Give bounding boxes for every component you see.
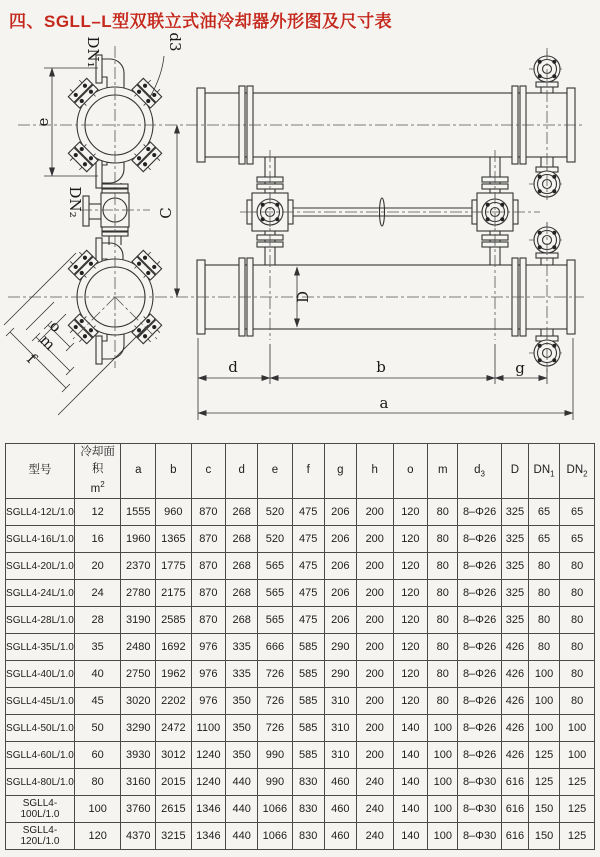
table-cell: 870 <box>191 553 226 580</box>
table-cell: 460 <box>324 796 356 823</box>
table-cell: 960 <box>156 499 191 526</box>
table-cell: 335 <box>226 634 258 661</box>
table-cell: 206 <box>324 580 356 607</box>
table-cell: 24 <box>74 580 121 607</box>
table-cell: 585 <box>292 715 324 742</box>
table-cell: 325 <box>501 607 528 634</box>
table-row <box>6 607 595 634</box>
table-cell: 426 <box>501 634 528 661</box>
table-cell: 16 <box>74 526 121 553</box>
table-cell: 2472 <box>156 715 191 742</box>
table-cell: 325 <box>501 526 528 553</box>
table-cell: 268 <box>226 526 258 553</box>
table-cell: 310 <box>324 715 356 742</box>
table-cell: 1066 <box>258 823 293 850</box>
table-cell: 1555 <box>121 499 156 526</box>
table-cell: 4370 <box>121 823 156 850</box>
table-cell: 830 <box>292 769 324 796</box>
table-cell: 8–Φ26 <box>458 607 502 634</box>
table-cell: 870 <box>191 607 226 634</box>
table-cell: 3012 <box>156 742 191 769</box>
table-cell: 475 <box>292 553 324 580</box>
table-cell: 475 <box>292 607 324 634</box>
table-cell: SGLL4-45L/1.0 <box>6 688 75 715</box>
table-cell: 80 <box>528 580 559 607</box>
label-f: f <box>23 350 40 367</box>
table-cell: 28 <box>74 607 121 634</box>
table-cell: 125 <box>528 769 559 796</box>
table-cell: 120 <box>393 580 428 607</box>
column-header: f <box>292 444 324 499</box>
table-cell: 100 <box>428 742 458 769</box>
table-cell: 206 <box>324 553 356 580</box>
table-cell: 565 <box>258 553 293 580</box>
table-cell: 100 <box>74 796 121 823</box>
table-cell: 1066 <box>258 796 293 823</box>
table-row <box>6 769 595 796</box>
table-cell: SGLL4-28L/1.0 <box>6 607 75 634</box>
column-header: e <box>258 444 293 499</box>
column-header: b <box>156 444 191 499</box>
table-cell: 206 <box>324 499 356 526</box>
interconnecting-piping <box>265 157 500 265</box>
column-header: D <box>501 444 528 499</box>
table-cell: 3020 <box>121 688 156 715</box>
table-cell: 80 <box>560 553 595 580</box>
table-cell: 100 <box>560 715 595 742</box>
table-cell: 100 <box>528 715 559 742</box>
table-cell: 3930 <box>121 742 156 769</box>
table-cell: 475 <box>292 526 324 553</box>
table-row <box>6 553 595 580</box>
table-cell: 8–Φ26 <box>458 499 502 526</box>
table-cell: 268 <box>226 499 258 526</box>
table-cell: 3190 <box>121 607 156 634</box>
table-cell: 80 <box>428 607 458 634</box>
table-cell: 200 <box>356 634 393 661</box>
table-cell: 440 <box>226 796 258 823</box>
table-cell: 80 <box>560 580 595 607</box>
table-cell: 565 <box>258 607 293 634</box>
table-cell: 990 <box>258 742 293 769</box>
table-cell: 335 <box>226 661 258 688</box>
table-cell: SGLL4-16L/1.0 <box>6 526 75 553</box>
table-cell: 520 <box>258 499 293 526</box>
table-cell: 80 <box>528 553 559 580</box>
table-cell: 65 <box>528 526 559 553</box>
table-cell: 60 <box>74 742 121 769</box>
table-cell: 870 <box>191 499 226 526</box>
header-row <box>6 444 595 499</box>
label-dn1: DN₁ <box>84 36 102 68</box>
table-row <box>6 796 595 823</box>
dimension-table <box>5 443 595 850</box>
table-cell: 140 <box>393 715 428 742</box>
table-cell: 830 <box>292 823 324 850</box>
table-cell: 200 <box>356 607 393 634</box>
column-header: d <box>226 444 258 499</box>
table-cell: 666 <box>258 634 293 661</box>
table-cell: 990 <box>258 769 293 796</box>
label-g: g <box>515 359 525 377</box>
label-dn2: DN₂ <box>66 186 84 218</box>
table-cell: 426 <box>501 688 528 715</box>
table-cell: 290 <box>324 661 356 688</box>
table-cell: 616 <box>501 769 528 796</box>
table-cell: 475 <box>292 499 324 526</box>
table-cell: 8–Φ26 <box>458 526 502 553</box>
table-row <box>6 715 595 742</box>
table-cell: 830 <box>292 796 324 823</box>
label-e: e <box>34 117 52 127</box>
table-cell: 8–Φ26 <box>458 553 502 580</box>
table-row <box>6 580 595 607</box>
table-cell: 325 <box>501 553 528 580</box>
table-cell: 240 <box>356 796 393 823</box>
table-cell: 8–Φ26 <box>458 580 502 607</box>
table-cell: 268 <box>226 553 258 580</box>
table-cell: 426 <box>501 715 528 742</box>
table-cell: 440 <box>226 823 258 850</box>
table-cell: 2750 <box>121 661 156 688</box>
table-cell: 8–Φ30 <box>458 823 502 850</box>
table-cell: 976 <box>191 688 226 715</box>
table-cell: 65 <box>528 499 559 526</box>
table-cell: 125 <box>560 769 595 796</box>
column-header: m <box>428 444 458 499</box>
label-d: d <box>228 358 238 376</box>
table-row <box>6 661 595 688</box>
table-cell: 200 <box>356 580 393 607</box>
column-header: o <box>393 444 428 499</box>
table-cell: 585 <box>292 688 324 715</box>
label-a: a <box>379 394 389 412</box>
table-cell: 3760 <box>121 796 156 823</box>
table-cell: 100 <box>428 823 458 850</box>
table-cell: 8–Φ30 <box>458 796 502 823</box>
table-cell: 8–Φ26 <box>458 742 502 769</box>
table-cell: 2370 <box>121 553 156 580</box>
table-cell: 200 <box>356 526 393 553</box>
table-cell: 120 <box>393 499 428 526</box>
table-cell: 426 <box>501 661 528 688</box>
table-row <box>6 823 595 850</box>
table-cell: 426 <box>501 742 528 769</box>
table-cell: 585 <box>292 742 324 769</box>
table-cell: 80 <box>428 580 458 607</box>
column-header: $DN_2$ <box>560 444 595 499</box>
label-m: m <box>36 331 59 354</box>
table-cell: 976 <box>191 661 226 688</box>
table-cell: 726 <box>258 661 293 688</box>
table-cell: 2175 <box>156 580 191 607</box>
table-cell: 290 <box>324 634 356 661</box>
table-cell: 120 <box>74 823 121 850</box>
table-cell: 200 <box>356 499 393 526</box>
table-cell: 1240 <box>191 769 226 796</box>
table-cell: SGLL4-24L/1.0 <box>6 580 75 607</box>
table-cell: 3290 <box>121 715 156 742</box>
table-cell: 1692 <box>156 634 191 661</box>
table-cell: 140 <box>393 769 428 796</box>
table-cell: 3215 <box>156 823 191 850</box>
table-cell: 350 <box>226 742 258 769</box>
table-cell: 726 <box>258 715 293 742</box>
table-cell: 80 <box>528 634 559 661</box>
table-cell: 585 <box>292 661 324 688</box>
table-cell: 140 <box>393 796 428 823</box>
table-cell: 140 <box>393 823 428 850</box>
table-body <box>6 499 595 850</box>
table-cell: 65 <box>560 499 595 526</box>
column-header: a <box>121 444 156 499</box>
table-cell: 8–Φ26 <box>458 634 502 661</box>
table-row <box>6 688 595 715</box>
column-header: 型号 <box>6 444 75 499</box>
column-header: g <box>324 444 356 499</box>
table-cell: 1775 <box>156 553 191 580</box>
table-cell: 40 <box>74 661 121 688</box>
table-cell: 100 <box>528 661 559 688</box>
table-cell: 200 <box>356 553 393 580</box>
table-cell: SGLL4-12L/1.0 <box>6 499 75 526</box>
table-cell: 80 <box>428 553 458 580</box>
table-cell: 80 <box>428 688 458 715</box>
table-cell: 240 <box>356 823 393 850</box>
page-title: 四、SGLL–L型双联立式油冷却器外形图及尺寸表 <box>9 12 393 31</box>
table-row <box>6 742 595 769</box>
table-cell: 268 <box>226 580 258 607</box>
table-cell: 440 <box>226 769 258 796</box>
label-D: D <box>294 290 312 304</box>
table-cell: 120 <box>393 553 428 580</box>
table-cell: 350 <box>226 688 258 715</box>
label-b: b <box>376 358 386 376</box>
table-cell: SGLL4-20L/1.0 <box>6 553 75 580</box>
table-cell: 8–Φ30 <box>458 769 502 796</box>
table-cell: SGLL4-50L/1.0 <box>6 715 75 742</box>
table-cell: 2015 <box>156 769 191 796</box>
table-cell: 140 <box>393 742 428 769</box>
table-cell: 585 <box>292 634 324 661</box>
label-c: C <box>157 207 175 219</box>
table-cell: 80 <box>560 607 595 634</box>
table-cell: 268 <box>226 607 258 634</box>
table-cell: 80 <box>560 688 595 715</box>
table-cell: 80 <box>560 634 595 661</box>
table-cell: 1960 <box>121 526 156 553</box>
table-cell: 565 <box>258 580 293 607</box>
table-cell: 200 <box>356 742 393 769</box>
table-cell: 100 <box>528 688 559 715</box>
table-cell: 1962 <box>156 661 191 688</box>
table-cell: 80 <box>428 499 458 526</box>
table-cell: 12 <box>74 499 121 526</box>
table-row <box>6 499 595 526</box>
column-header: h <box>356 444 393 499</box>
table-cell: 310 <box>324 742 356 769</box>
table-cell: 120 <box>393 526 428 553</box>
table-cell: 100 <box>560 742 595 769</box>
table-cell: 460 <box>324 823 356 850</box>
table-row <box>6 634 595 661</box>
table-cell: 2480 <box>121 634 156 661</box>
table-cell: 325 <box>501 499 528 526</box>
table-cell: 150 <box>528 796 559 823</box>
column-header: 冷却面积 $m^2$ <box>74 444 121 499</box>
table-cell: 125 <box>560 796 595 823</box>
table-cell: 1240 <box>191 742 226 769</box>
table-cell: 150 <box>528 823 559 850</box>
table-cell: 2585 <box>156 607 191 634</box>
label-d3: d3 <box>166 32 184 52</box>
table-cell: 100 <box>428 715 458 742</box>
table-cell: SGLL4-100L/1.0 <box>6 796 75 823</box>
table-cell: 206 <box>324 526 356 553</box>
table-cell: 100 <box>428 796 458 823</box>
table-cell: 200 <box>356 661 393 688</box>
column-header: $DN_1$ <box>528 444 559 499</box>
table-cell: 120 <box>393 634 428 661</box>
table-cell: 3160 <box>121 769 156 796</box>
table-cell: 125 <box>560 823 595 850</box>
table-cell: 325 <box>501 580 528 607</box>
table-cell: 616 <box>501 796 528 823</box>
table-cell: 870 <box>191 580 226 607</box>
table-cell: 120 <box>393 688 428 715</box>
table-cell: SGLL4-120L/1.0 <box>6 823 75 850</box>
table-cell: 120 <box>393 661 428 688</box>
table-cell: 80 <box>560 661 595 688</box>
table-cell: 616 <box>501 823 528 850</box>
table-cell: 726 <box>258 688 293 715</box>
table-cell: 80 <box>428 661 458 688</box>
table-cell: 80 <box>74 769 121 796</box>
table-cell: 1100 <box>191 715 226 742</box>
table-cell: SGLL4-60L/1.0 <box>6 742 75 769</box>
table-cell: 80 <box>528 607 559 634</box>
table-cell: 100 <box>428 769 458 796</box>
table-cell: SGLL4-80L/1.0 <box>6 769 75 796</box>
table-cell: 2615 <box>156 796 191 823</box>
table-cell: 20 <box>74 553 121 580</box>
table-cell: 80 <box>428 634 458 661</box>
table-cell: 80 <box>428 526 458 553</box>
table-cell: SGLL4-40L/1.0 <box>6 661 75 688</box>
column-header: c <box>191 444 226 499</box>
table-cell: 310 <box>324 688 356 715</box>
table-cell: 240 <box>356 769 393 796</box>
label-o: o <box>45 316 66 337</box>
table-cell: 120 <box>393 607 428 634</box>
table-cell: 870 <box>191 526 226 553</box>
table-cell: 200 <box>356 715 393 742</box>
table-cell: 1346 <box>191 796 226 823</box>
table-cell: 200 <box>356 688 393 715</box>
table-cell: 45 <box>74 688 121 715</box>
table-cell: 50 <box>74 715 121 742</box>
table-cell: 520 <box>258 526 293 553</box>
table-cell: 350 <box>226 715 258 742</box>
column-header: $d_3$ <box>458 444 502 499</box>
table-cell: 1346 <box>191 823 226 850</box>
table-cell: 2780 <box>121 580 156 607</box>
table-cell: 460 <box>324 769 356 796</box>
table-cell: 65 <box>560 526 595 553</box>
table-cell: 35 <box>74 634 121 661</box>
table-cell: 8–Φ26 <box>458 688 502 715</box>
table-cell: 8–Φ26 <box>458 715 502 742</box>
table-cell: 125 <box>528 742 559 769</box>
table-row <box>6 526 595 553</box>
table-cell: 8–Φ26 <box>458 661 502 688</box>
table-cell: SGLL4-35L/1.0 <box>6 634 75 661</box>
table-cell: 206 <box>324 607 356 634</box>
table-cell: 2202 <box>156 688 191 715</box>
table-cell: 976 <box>191 634 226 661</box>
table-cell: 475 <box>292 580 324 607</box>
table-cell: 1365 <box>156 526 191 553</box>
